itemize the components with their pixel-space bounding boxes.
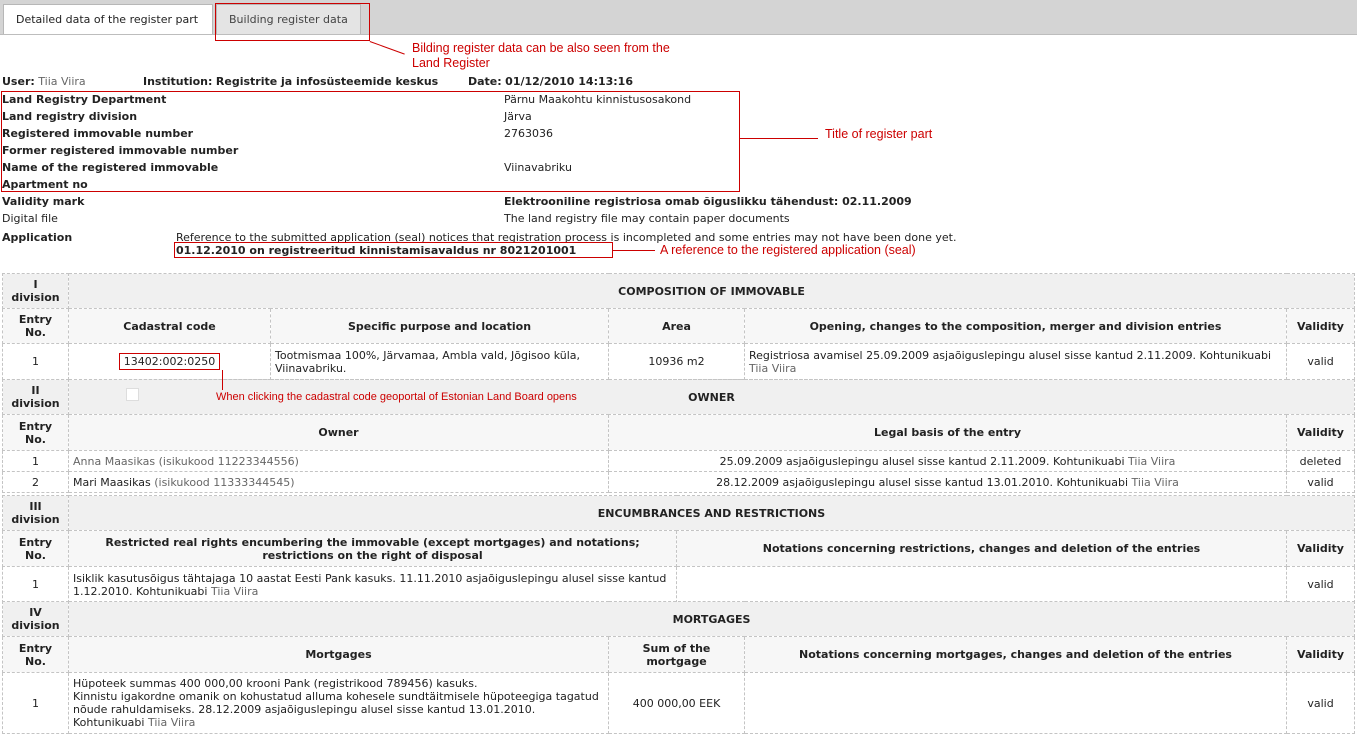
- division-3-title: ENCUMBRANCES AND RESTRICTIONS: [69, 496, 1355, 531]
- column-entry-no: Entry No.: [3, 309, 69, 344]
- title-value-name: Viinavabriku: [504, 161, 572, 174]
- column-entry-no: Entry No.: [3, 415, 69, 451]
- tab-building-register[interactable]: Building register data: [216, 4, 361, 34]
- table-row: 1 13402:002:0250 Tootmismaa 100%, Järvamaa, Ambla vald, Jõgisoo küla, Viinavabriku. 10936 m2 Registriosa avamisel 25.09.2009 asjaõiguslepingu alusel sisse kantud 2.11.2009. Kohtunikuabi Tiia Viira valid: [3, 344, 1355, 380]
- title-label-division: Land registry division: [2, 110, 138, 123]
- table-row: 1 Hüpoteek summas 400 000,00 krooni Pank (registrikood 789456) kasuks. Kinnistu igakordne omanik on kohustatud alluma kohesele sundtäitmisele hüpoteegiga tagatud nõude rahuldamiseks. 28.12.2009 asjaõiguslepingu alusel sisse kantud 13.01.2010. Kohtunikuabi Tiia Viira 400 000,00 EEK valid: [3, 673, 1355, 734]
- application-annotation: A reference to the registered application (seal): [660, 243, 916, 257]
- column-legal-basis: Legal basis of the entry: [609, 415, 1287, 451]
- application-reference[interactable]: 01.12.2010 on registreeritud kinnistamisavaldus nr 8021201001: [176, 244, 577, 257]
- title-highlight-box: [1, 91, 740, 192]
- column-entry-no: Entry No.: [3, 637, 69, 673]
- digital-file-label: Digital file: [2, 212, 58, 225]
- column-entry-no: Entry No.: [3, 531, 69, 567]
- division-3-number: III division: [3, 496, 69, 531]
- division-2-title: OWNER: [69, 380, 1355, 415]
- column-mortgage-notations: Notations concerning mortgages, changes and deletion of the entries: [745, 637, 1287, 673]
- tab-highlight-box: [215, 3, 370, 41]
- title-label-apartment: Apartment no: [2, 178, 88, 191]
- column-purpose: Specific purpose and location: [271, 309, 609, 344]
- cadastral-annotation-line: [222, 370, 223, 390]
- validity-value: Elektrooniline registriosa omab õiguslikku tähendust: 02.11.2009: [504, 195, 912, 208]
- table-row: 1 Isiklik kasutusõigus tähtajaga 10 aastat Eesti Pank kasuks. 11.11.2010 asjaõiguslepingu alusel sisse kantud 1.12.2010. Kohtunikuabi Tiia Viira valid: [3, 567, 1355, 603]
- column-opening: Opening, changes to the composition, merger and division entries: [745, 309, 1287, 344]
- column-mortgages: Mortgages: [69, 637, 609, 673]
- tab-annotation-line: [370, 41, 405, 55]
- column-validity: Validity: [1287, 531, 1355, 567]
- validity-label: Validity mark: [2, 195, 85, 208]
- title-value-division: Järva: [504, 110, 532, 123]
- application-annotation-line: [613, 250, 655, 251]
- header-info: User: Tiia Viira: [2, 75, 86, 88]
- application-label: Application: [2, 231, 73, 244]
- division-1-table: [2, 273, 1355, 380]
- date-value: 01/12/2010 14:13:16: [505, 75, 633, 88]
- tab-annotation: Bilding register data can be also seen from the Land Register: [412, 41, 670, 70]
- title-label-department: Land Registry Department: [2, 93, 167, 106]
- division-2-number: II division: [3, 380, 69, 415]
- division-2-table: [2, 379, 1355, 493]
- title-label-name: Name of the registered immovable: [2, 161, 219, 174]
- application-notice: Reference to the submitted application (seal) notices that registration process is incompleted and some entries may not have been done yet.: [176, 231, 957, 244]
- title-value-department: Pärnu Maakohtu kinnistusosakond: [504, 93, 692, 106]
- column-owner: Owner: [69, 415, 609, 451]
- division-1-number: I division: [3, 274, 69, 309]
- title-label-former-number: Former registered immovable number: [2, 144, 239, 157]
- division-4-number: IV division: [3, 602, 69, 637]
- user-name: Tiia Viira: [38, 75, 86, 88]
- column-validity: Validity: [1287, 415, 1355, 451]
- division-4-table: [2, 601, 1355, 734]
- table-row: 1 Anna Maasikas (isikukood 11223344556) 25.09.2009 asjaõiguslepingu alusel sisse kantud 2.11.2009. Kohtunikuabi Tiia Viira deleted: [3, 451, 1355, 472]
- column-cadastral-code: Cadastral code: [69, 309, 271, 344]
- column-validity: Validity: [1287, 309, 1355, 344]
- tab-detailed-data[interactable]: Detailed data of the register part: [3, 4, 213, 34]
- division-3-table: [2, 495, 1355, 603]
- digital-file-value: The land registry file may contain paper documents: [504, 212, 790, 225]
- column-restricted-rights: Restricted real rights encumbering the immovable (except mortgages) and notations; restrictions on the right of disposal: [69, 531, 677, 567]
- institution-name: Registrite ja infosüsteemide keskus: [215, 75, 439, 88]
- cadastral-annotation: When clicking the cadastral code geoportal of Estonian Land Board opens: [216, 391, 577, 403]
- title-annotation: Title of register part: [825, 127, 933, 141]
- table-row: 2 Mari Maasikas (isikukood 11333344545) 28.12.2009 asjaõiguslepingu alusel sisse kantud 13.01.2010. Kohtunikuabi Tiia Viira valid: [3, 472, 1355, 493]
- column-sum: Sum of the mortgage: [609, 637, 745, 673]
- title-annotation-line: [740, 138, 818, 139]
- column-area: Area: [609, 309, 745, 344]
- division-4-title: MORTGAGES: [69, 602, 1355, 637]
- column-validity: Validity: [1287, 637, 1355, 673]
- row-checkbox[interactable]: [126, 388, 139, 404]
- title-label-number: Registered immovable number: [2, 127, 194, 140]
- column-notations: Notations concerning restrictions, changes and deletion of the entries: [677, 531, 1287, 567]
- cadastral-code-link[interactable]: 13402:002:0250: [119, 353, 220, 370]
- division-1-title: COMPOSITION OF IMMOVABLE: [69, 274, 1355, 309]
- title-value-number: 2763036: [504, 127, 553, 140]
